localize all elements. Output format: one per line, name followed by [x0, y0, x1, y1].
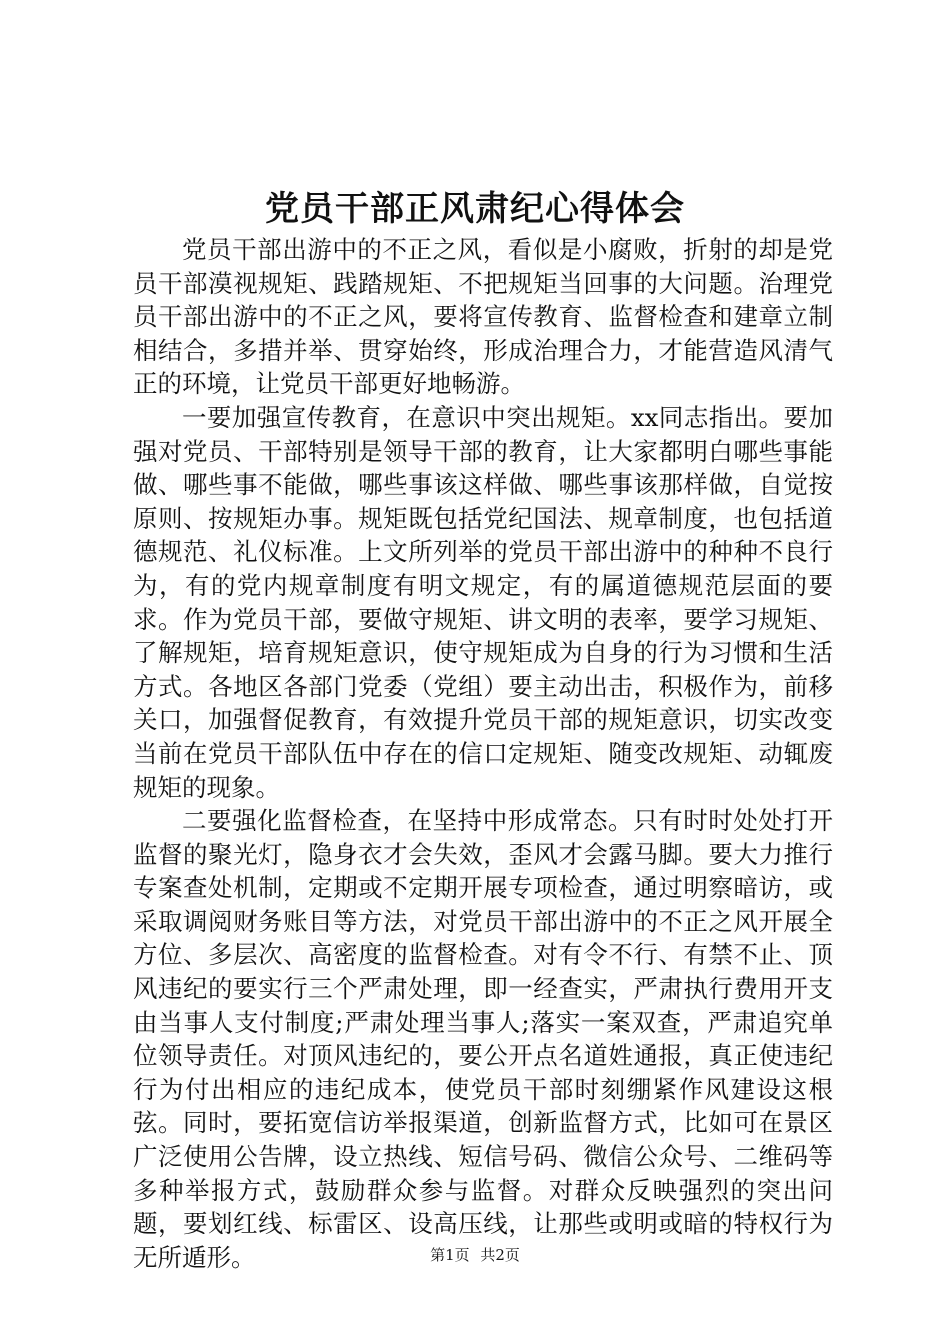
- document-body: [133, 233, 833, 1274]
- document-title: 党员干部正风肃纪心得体会: [265, 189, 685, 229]
- page-number: 第1页: [430, 1246, 470, 1264]
- page-footer: [0, 1244, 950, 1266]
- paragraph-intro: 党员干部出游中的不正之风，看似是小腐败，折射的却是党员干部漠视规矩、践踏规矩、不把规矩当回事的大问题。治理党员干部出游中的不正之风，要将宣传教育、监督检查和建章立制相结合，多措并举、贯穿始终，形成治理合力，才能营造风清气正的环境，让党员干部更好地畅游。: [133, 235, 833, 399]
- page-total: 共2页: [480, 1246, 520, 1264]
- paragraph-supervision: 二要强化监督检查，在坚持中形成常态。只有时时处处打开监督的聚光灯，隐身衣才会失效，歪风才会露马脚。要大力推行专案查处机制，定期或不定期开展专项检查，通过明察暗访，或采取调阅财务账目等方法，对党员干部出游中的不正之风开展全方位、多层次、高密度的监督检查。对有令不行、有禁不止、顶风违纪的要实行三个严肃处理，即一经查实，严肃执行费用开支由当事人支付制度;严肃处理当事人;落实一案双查，严肃追究单位领导责任。对顶风违纪的，要公开点名道姓通报，真正使违纪行为付出相应的违纪成本，使党员干部时刻绷紧作风建设这根弦。同时，要拓宽信访举报渠道，创新监督方式，比如可在景区广泛使用公告牌，设立热线、短信号码、微信公众号、二维码等多种举报方式，鼓励群众参与监督。对群众反映强烈的突出问题，要划红线、标雷区、设高压线，让那些或明或暗的特权行为无所遁形。: [133, 806, 833, 1272]
- paragraph-education: 一要加强宣传教育，在意识中突出规矩。xx同志指出。要加强对党员、干部特别是领导干部的教育，让大家都明白哪些事能做、哪些事不能做，哪些事该这样做、哪些事该那样做，自觉按原则、按规矩办事。规矩既包括党纪国法、规章制度，也包括道德规范、礼仪标准。上文所列举的党员干部出游中的种种不良行为，有的党内规章制度有明文规定，有的属道德规范层面的要求。作为党员干部，要做守规矩、讲文明的表率，要学习规矩、了解规矩，培育规矩意识，使守规矩成为自身的行为习惯和生活方式。各地区各部门党委（党组）要主动出击，积极作为，前移关口，加强督促教育，有效提升党员干部的规矩意识，切实改变当前在党员干部队伍中存在的信口定规矩、随变改规矩、动辄废规矩的现象。: [133, 402, 833, 802]
